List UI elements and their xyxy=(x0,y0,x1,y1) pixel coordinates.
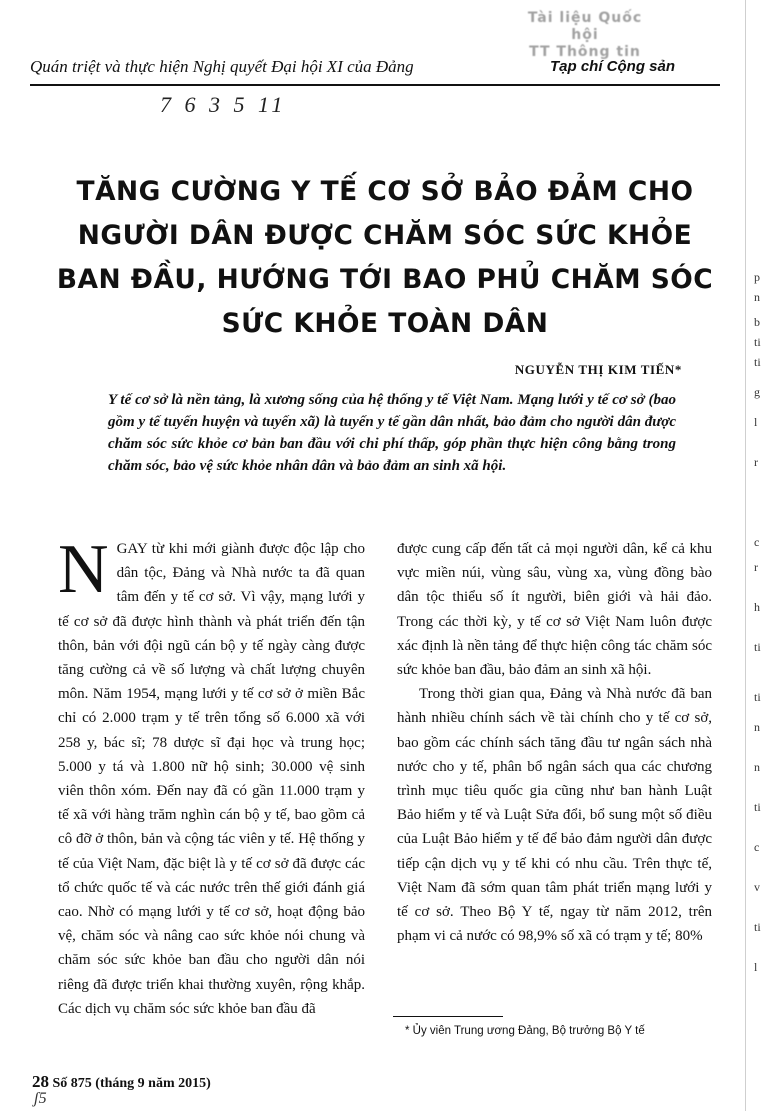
handwritten-note: 7 6 3 5 11 xyxy=(160,92,287,117)
edge-glyph: b xyxy=(754,315,760,329)
page-number: 28 xyxy=(32,1072,49,1091)
right-column xyxy=(397,537,712,948)
edge-glyph: r xyxy=(754,455,758,469)
running-title: Quán triệt và thực hiện Nghị quyết Đại hội XI của Đảng xyxy=(30,57,414,76)
edge-glyph: n xyxy=(754,760,760,774)
drop-cap: N xyxy=(58,531,109,608)
edge-glyph: ti xyxy=(754,640,761,654)
abstract: Y tế cơ sở là nền tảng, là xương sống của hệ thống y tế Việt Nam. Mạng lưới y tế cơ sở (bao gồm y tế tuyến huyện và tuyến xã) là tuyến y tế gần dân nhất, bảo đảm cho người dân được chăm sóc sức khỏe cơ bản ban đầu với chi phí thấp, góp phần thực hiện công bằng trong chăm sóc, bảo vệ sức khỏe nhân dân và bảo đảm an sinh xã hội. xyxy=(108,392,676,474)
edge-glyph: ti xyxy=(754,800,761,814)
issue-info: Số 875 (tháng 9 năm 2015) xyxy=(52,1076,211,1091)
edge-glyph: ti xyxy=(754,690,761,704)
edge-glyph: r xyxy=(754,560,758,574)
edge-glyph: v xyxy=(754,880,760,894)
paragraph: Trong thời gian qua, Đảng và Nhà nước đã ban hành nhiều chính sách về tài chính cho y tế cơ sở, bao gồm các chính sách tăng đầu tư ngân sách nhà nước cho y tế, phân bổ ngân sách qua các chương trình mục tiêu quốc gia cũng như ban hành Luật Bảo hiểm y tế và Luật Sửa đổi, bổ sung một số điều của Luật Bảo hiểm y tế để bảo đảm người dân được tiếp cận dịch vụ y tế khi có nhu cầu. Trên thực tế, Việt Nam đã sớm quan tâm phát triển mạng lưới y tế cơ sở. Theo Bộ Y tế, ngay từ năm 2012, trên phạm vi cả nước có 98,9% số xã có trạm y tế; 80% xyxy=(397,686,712,945)
page-edge-line xyxy=(745,0,746,1111)
edge-glyph: c xyxy=(754,840,760,854)
author-name: NGUYỄN THỊ KIM TIẾN* xyxy=(514,362,682,377)
paragraph: được cung cấp đến tất cả mọi người dân, kể cả khu vực miền núi, vùng sâu, vùng xa, vùng đồng bào dân tộc thiểu số ít người, biên giới và hải đảo. Trong các thời kỳ, y tế cơ sở Việt Nam luôn được xác định là nền tảng để thực hiện công tác chăm sóc sức khỏe ban đầu, bảo đảm an sinh xã hội. xyxy=(397,541,712,679)
edge-glyph: p xyxy=(754,270,760,284)
edge-glyph: l xyxy=(754,415,758,429)
edge-glyph: g xyxy=(754,385,760,399)
footnote-rule xyxy=(393,1016,503,1017)
stamp-line-2: TT Thông tin xyxy=(529,44,641,60)
edge-glyph: ti xyxy=(754,920,761,934)
page-footer xyxy=(32,1072,211,1092)
left-column xyxy=(58,531,365,1021)
journal-name: Tạp chí Cộng sản xyxy=(550,58,676,75)
edge-glyph: ti xyxy=(754,355,761,369)
library-stamp xyxy=(520,10,650,60)
stamp-line-1: Tài liệu Quốc hội xyxy=(527,10,643,43)
paragraph xyxy=(58,531,365,1021)
handwritten-mark: ʃ5 xyxy=(34,1090,47,1107)
left-column-text: GAY từ khi mới giành được độc lập cho dân tộc, Đảng và Nhà nước ta đã quan tâm đến y tế cơ sở. Vì vậy, mạng lưới y tế cơ sở đã được hình thành và phát triển đến tận thôn, bản với đội ngũ cán bộ y tế ngày càng được tăng cường cả về số lượng và chất lượng chuyên môn. Năm 1954, mạng lưới y tế cơ sở ở miền Bắc chỉ có 2.000 trạm y tế trên tổng số 6.000 xã với 258 y, bác sĩ; 78 dược sĩ đại học và trung học; 5.000 y tá và 1.800 nữ hộ sinh; 30.000 vệ sinh viên thôn xóm. Đến nay đã có gần 11.000 trạm y tế xã với hàng trăm nghìn cán bộ y tế, bao gồm cả cô đỡ ở thôn, bản và cộng tác viên y tế. Hệ thống y tế của Việt Nam, đặc biệt là y tế cơ sở đã được các tổ chức quốc tế và các nước trên thế giới đánh giá cao. Nhờ có mạng lưới y tế cơ sở, hoạt động bảo vệ, chăm sóc và nâng cao sức khỏe nói chung và chăm sóc sức khỏe ban đầu cho người dân nói riêng đã được triển khai thường xuyên, rộng khắp. Các dịch vụ chăm sóc sức khỏe ban đầu đã xyxy=(58,541,365,1017)
adjacent-page-edge xyxy=(752,0,768,1111)
edge-glyph: l xyxy=(754,960,758,974)
edge-glyph: h xyxy=(754,600,760,614)
footnote: * Ủy viên Trung ương Đảng, Bộ trưởng Bộ Y tế xyxy=(405,1025,645,1037)
edge-glyph: n xyxy=(754,290,760,304)
edge-glyph: ti xyxy=(754,335,761,349)
article-title: TĂNG CƯỜNG Y TẾ CƠ SỞ BẢO ĐẢM CHO NGƯỜI DÂN ĐƯỢC CHĂM SÓC SỨC KHỎE BAN ĐẦU, HƯỚNG TỚI BAO PHỦ CHĂM SÓC SỨC KHỎE TOÀN DÂN xyxy=(56,176,714,339)
edge-glyph: n xyxy=(754,720,760,734)
header-rule xyxy=(30,84,720,86)
edge-glyph: c xyxy=(754,535,760,549)
